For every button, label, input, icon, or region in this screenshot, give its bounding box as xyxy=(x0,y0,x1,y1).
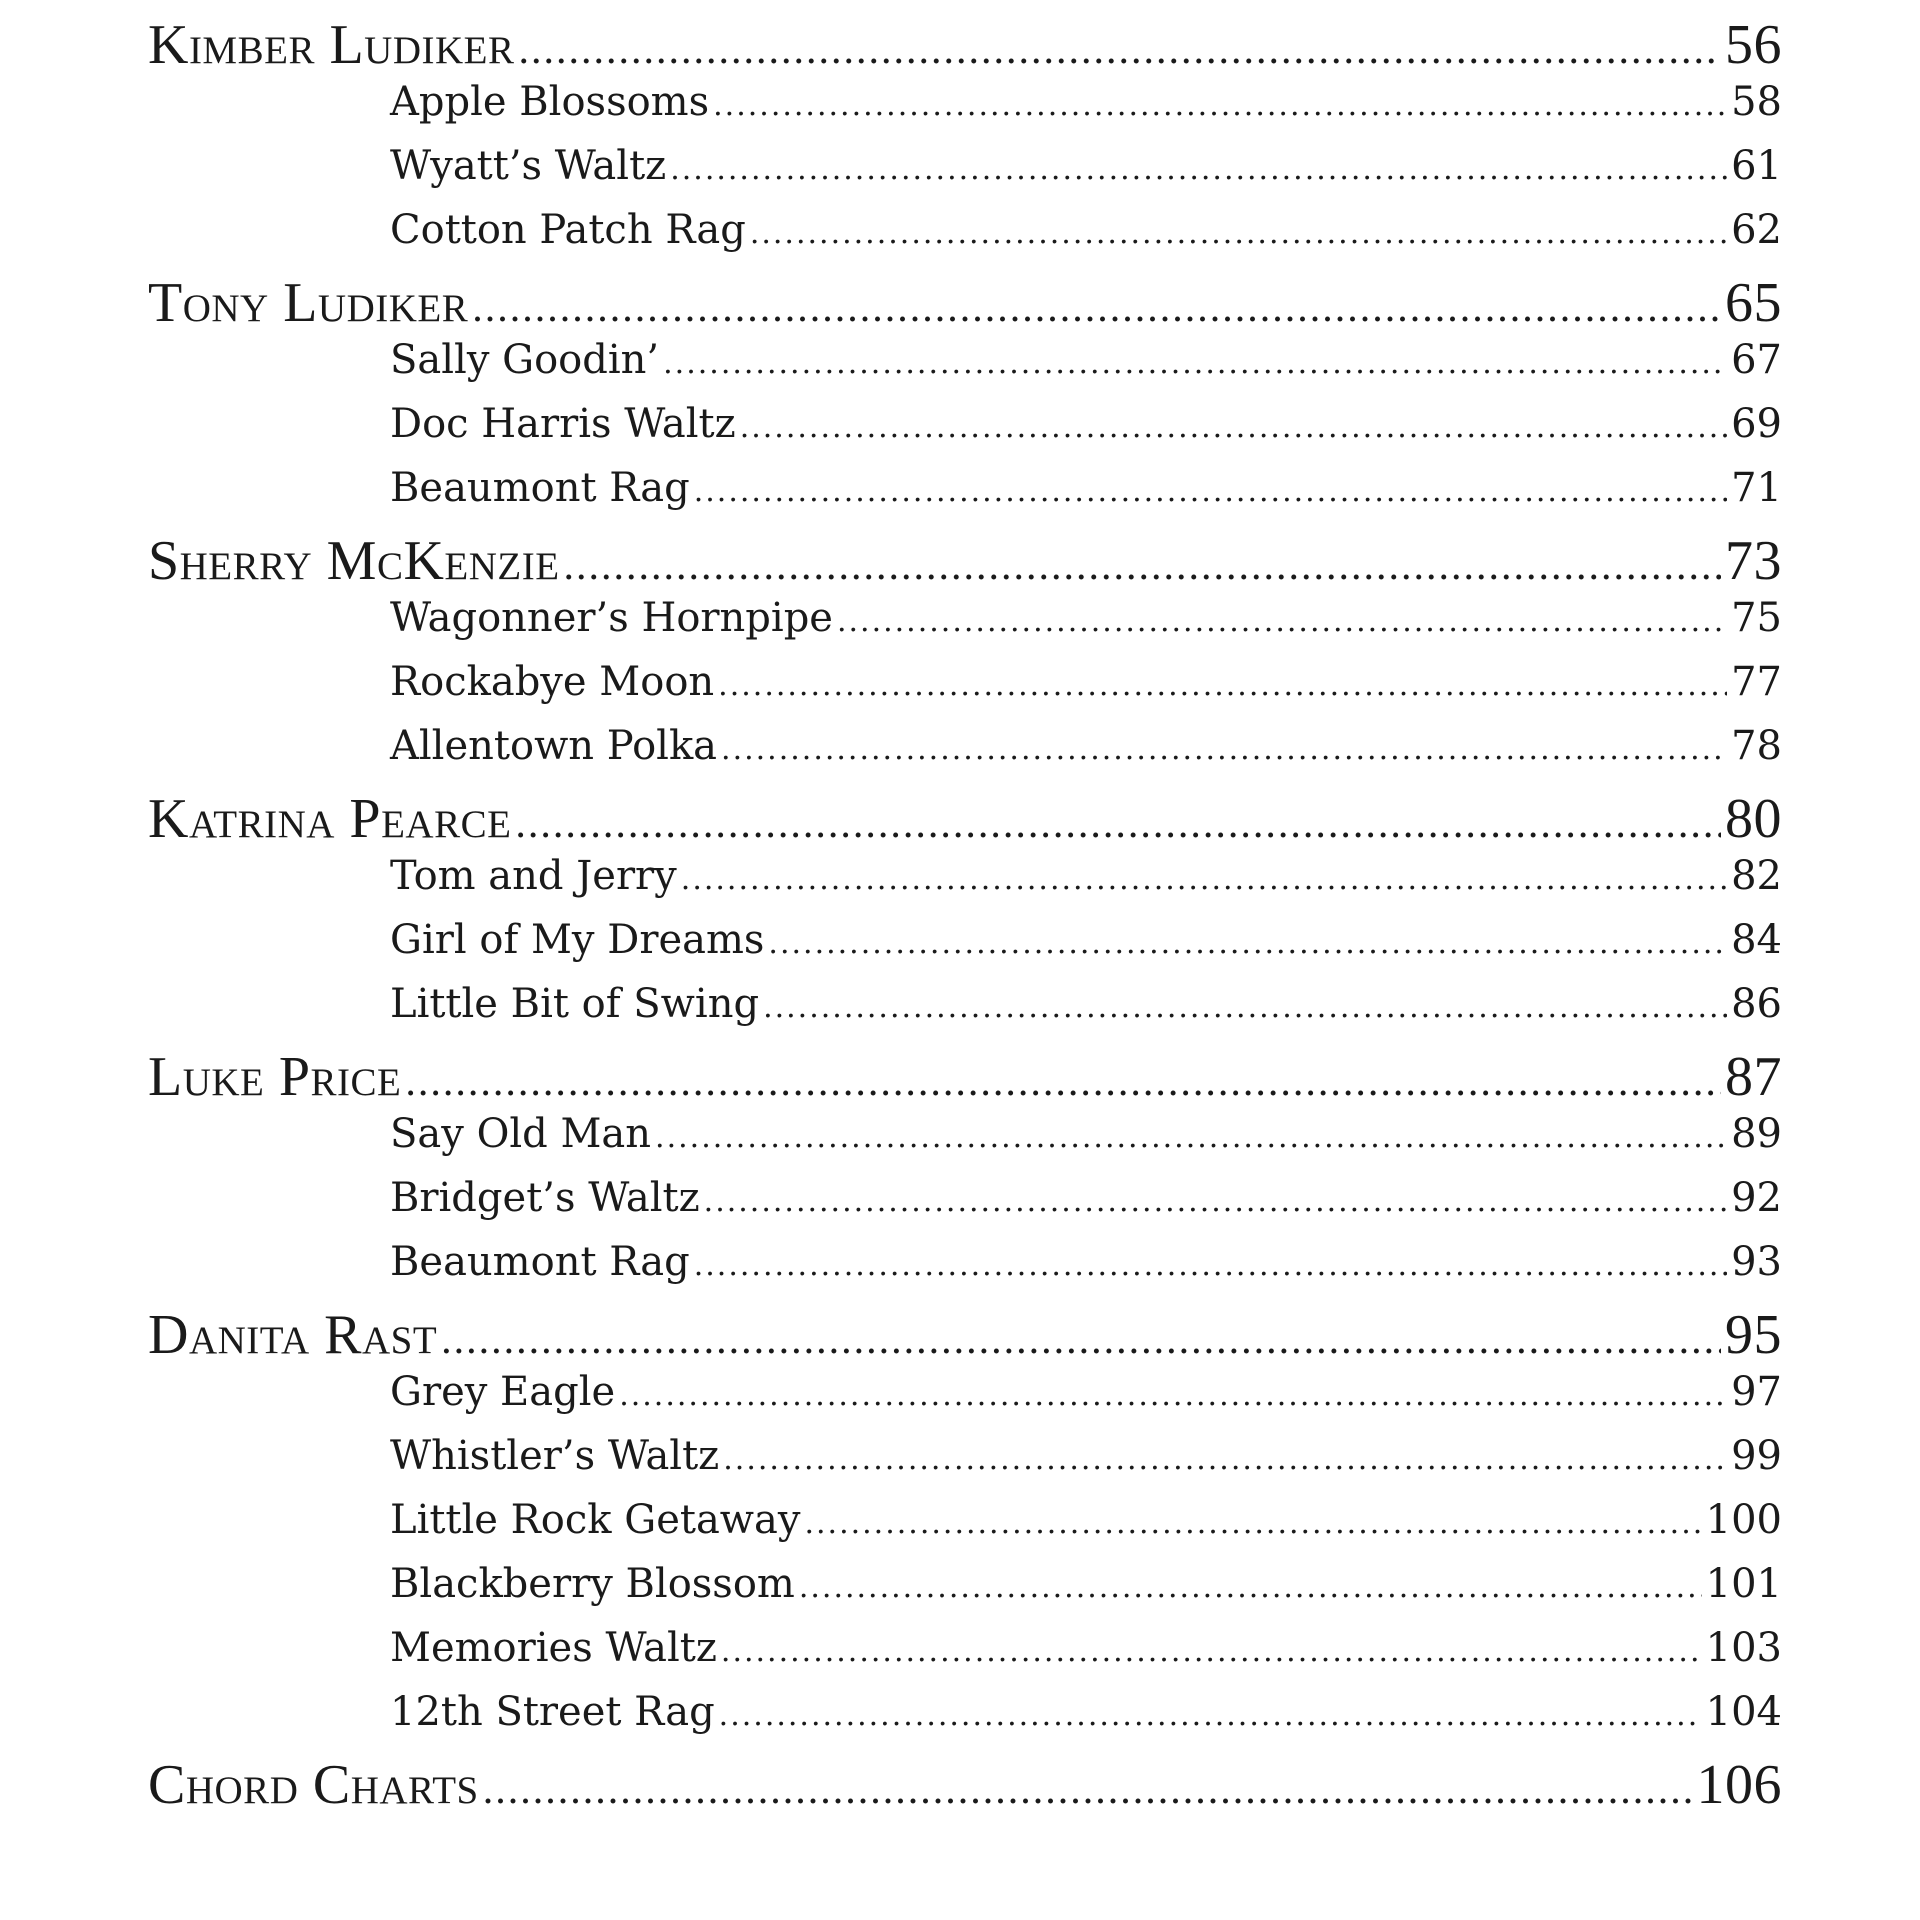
dot-leader xyxy=(763,976,1727,1040)
entry-page-number: 92 xyxy=(1731,1175,1782,1221)
section-page-number: 106 xyxy=(1696,1754,1782,1816)
section-title: Sherry McKenzie xyxy=(148,530,560,592)
toc-section-heading[interactable] xyxy=(148,1754,1782,1816)
dot-leader xyxy=(518,25,1721,75)
dot-leader xyxy=(655,1106,1727,1170)
entry-page-number: 99 xyxy=(1731,1433,1782,1479)
toc-entry[interactable] xyxy=(390,70,1782,134)
dot-leader xyxy=(799,1556,1702,1620)
toc-entry[interactable] xyxy=(390,1102,1782,1166)
toc-entry[interactable] xyxy=(390,650,1782,714)
entry-page-number: 89 xyxy=(1731,1111,1782,1157)
section-title: Tony Ludiker xyxy=(148,272,469,334)
dot-leader xyxy=(804,1492,1701,1556)
section-title: Luke Price xyxy=(148,1046,402,1108)
dot-leader xyxy=(670,138,1727,202)
entry-page-number: 78 xyxy=(1731,723,1782,769)
section-title: Kimber Ludiker xyxy=(148,14,515,76)
entry-page-number: 97 xyxy=(1731,1369,1782,1415)
toc-entry[interactable] xyxy=(390,328,1782,392)
entry-title: Doc Harris Waltz xyxy=(390,401,736,447)
dot-leader xyxy=(837,590,1727,654)
entry-title: Beaumont Rag xyxy=(390,465,690,511)
entry-title: Little Rock Getaway xyxy=(390,1497,801,1543)
entry-title: Sally Goodin’ xyxy=(390,337,660,383)
entry-title: Grey Eagle xyxy=(390,1369,616,1415)
toc-entry[interactable] xyxy=(390,1552,1782,1616)
entry-title: Whistler’s Waltz xyxy=(390,1433,720,1479)
dot-leader xyxy=(740,396,1727,460)
entry-page-number: 71 xyxy=(1731,465,1782,511)
entry-title: Little Bit of Swing xyxy=(390,981,760,1027)
toc-entry[interactable] xyxy=(390,198,1782,262)
entry-page-number: 67 xyxy=(1731,337,1782,383)
entry-page-number: 100 xyxy=(1705,1497,1782,1543)
toc-section-heading[interactable] xyxy=(148,14,1782,76)
entry-page-number: 69 xyxy=(1731,401,1782,447)
dot-leader xyxy=(515,799,1721,849)
entry-title: Say Old Man xyxy=(390,1111,652,1157)
dot-leader xyxy=(721,1620,1702,1684)
entry-title: Wyatt’s Waltz xyxy=(390,143,667,189)
dot-leader xyxy=(663,332,1727,396)
dot-leader xyxy=(750,202,1727,266)
toc-entry[interactable] xyxy=(390,1616,1782,1680)
section-page-number: 56 xyxy=(1725,14,1782,76)
dot-leader xyxy=(619,1364,1727,1428)
dot-leader xyxy=(768,912,1727,976)
entry-page-number: 61 xyxy=(1731,143,1782,189)
entry-title: 12th Street Rag xyxy=(390,1689,715,1735)
dot-leader xyxy=(694,1234,1727,1298)
entry-page-number: 62 xyxy=(1731,207,1782,253)
toc-section-heading[interactable] xyxy=(148,530,1782,592)
entry-page-number: 104 xyxy=(1705,1689,1782,1735)
table-of-contents xyxy=(148,0,1782,1816)
toc-entry[interactable] xyxy=(390,1488,1782,1552)
section-page-number: 80 xyxy=(1725,788,1782,850)
dot-leader xyxy=(723,1428,1727,1492)
toc-entry[interactable] xyxy=(390,392,1782,456)
toc-entry[interactable] xyxy=(390,586,1782,650)
entry-page-number: 58 xyxy=(1731,79,1782,125)
dot-leader xyxy=(721,718,1727,782)
dot-leader xyxy=(694,460,1727,524)
toc-entry[interactable] xyxy=(390,1360,1782,1424)
entry-page-number: 103 xyxy=(1705,1625,1782,1671)
section-page-number: 87 xyxy=(1725,1046,1782,1108)
toc-entry[interactable] xyxy=(390,844,1782,908)
toc-entry[interactable] xyxy=(390,456,1782,520)
section-page-number: 73 xyxy=(1725,530,1782,592)
toc-section-heading[interactable] xyxy=(148,272,1782,334)
entry-page-number: 82 xyxy=(1731,853,1782,899)
dot-leader xyxy=(483,1765,1693,1815)
entry-title: Memories Waltz xyxy=(390,1625,717,1671)
entry-title: Bridget’s Waltz xyxy=(390,1175,700,1221)
dot-leader xyxy=(564,541,1721,591)
toc-entry[interactable] xyxy=(390,1424,1782,1488)
section-title: Katrina Pearce xyxy=(148,788,512,850)
toc-section-heading[interactable] xyxy=(148,1304,1782,1366)
dot-leader xyxy=(441,1315,1721,1365)
toc-entry[interactable] xyxy=(390,714,1782,778)
dot-leader xyxy=(718,654,1727,718)
entry-title: Apple Blossoms xyxy=(390,79,710,125)
entry-title: Tom and Jerry xyxy=(390,853,677,899)
entry-title: Wagonner’s Hornpipe xyxy=(390,595,833,641)
toc-entry[interactable] xyxy=(390,134,1782,198)
entry-title: Cotton Patch Rag xyxy=(390,207,746,253)
entry-title: Beaumont Rag xyxy=(390,1239,690,1285)
entry-title: Allentown Polka xyxy=(390,723,718,769)
entry-page-number: 101 xyxy=(1705,1561,1782,1607)
toc-entry[interactable] xyxy=(390,1230,1782,1294)
toc-section-heading[interactable] xyxy=(148,788,1782,850)
entry-page-number: 75 xyxy=(1731,595,1782,641)
entry-title: Blackberry Blossom xyxy=(390,1561,795,1607)
section-page-number: 95 xyxy=(1725,1304,1782,1366)
entry-page-number: 93 xyxy=(1731,1239,1782,1285)
dot-leader xyxy=(681,848,1727,912)
section-title: Danita Rast xyxy=(148,1304,438,1366)
toc-entry[interactable] xyxy=(390,908,1782,972)
dot-leader xyxy=(713,74,1727,138)
toc-entry[interactable] xyxy=(390,1166,1782,1230)
toc-entry[interactable] xyxy=(390,972,1782,1036)
entry-page-number: 84 xyxy=(1731,917,1782,963)
dot-leader xyxy=(704,1170,1727,1234)
entry-title: Rockabye Moon xyxy=(390,659,715,705)
dot-leader xyxy=(719,1684,1702,1748)
dot-leader xyxy=(405,1057,1721,1107)
entry-title: Girl of My Dreams xyxy=(390,917,765,963)
entry-page-number: 77 xyxy=(1731,659,1782,705)
section-page-number: 65 xyxy=(1725,272,1782,334)
dot-leader xyxy=(472,283,1721,333)
section-title: Chord Charts xyxy=(148,1754,479,1816)
entry-page-number: 86 xyxy=(1731,981,1782,1027)
toc-entry[interactable] xyxy=(390,1680,1782,1744)
toc-section-heading[interactable] xyxy=(148,1046,1782,1108)
